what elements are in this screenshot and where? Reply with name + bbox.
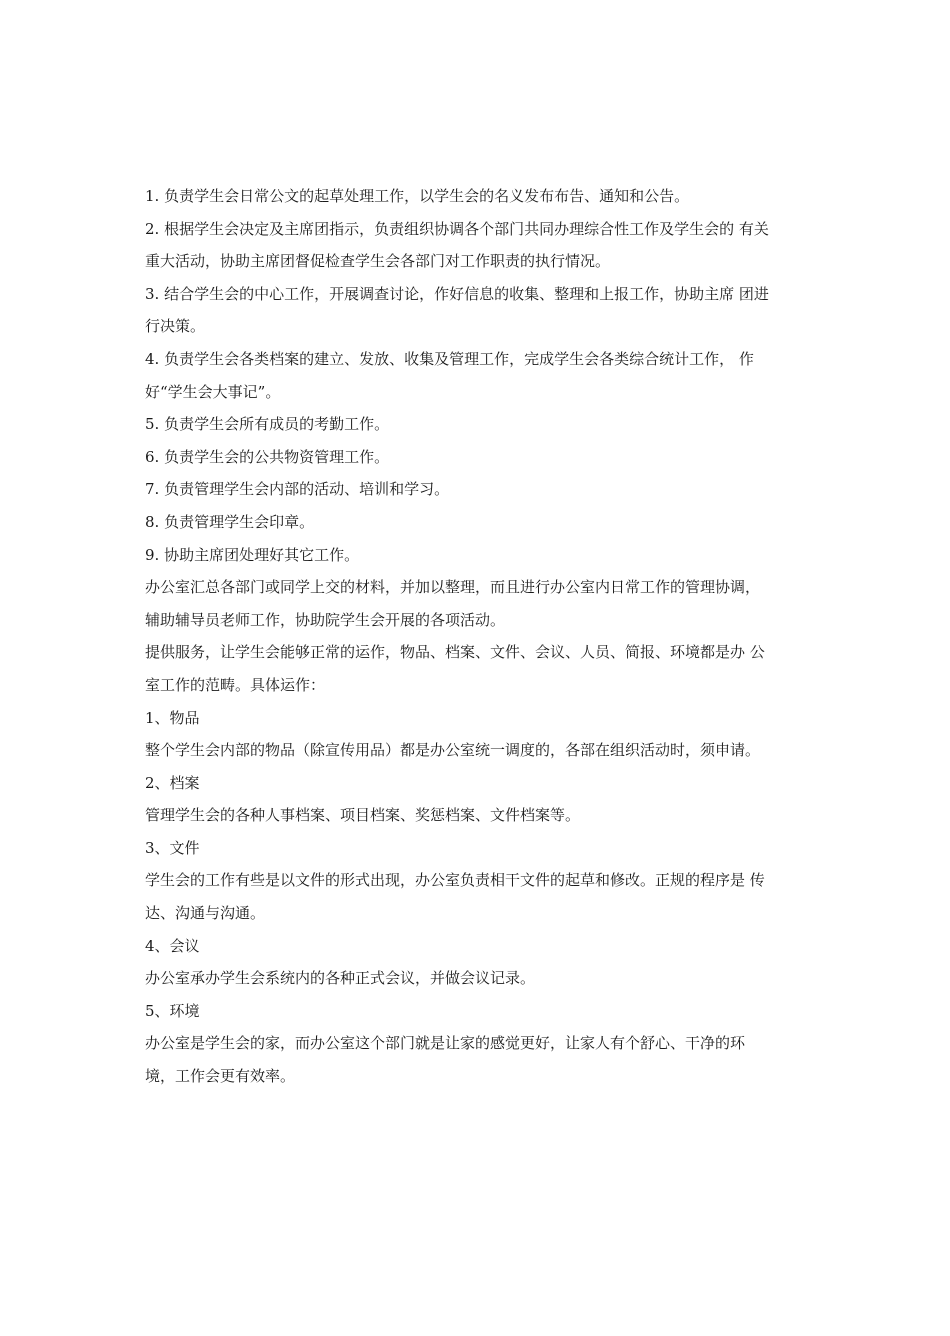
duty-item-2-line-2: 重大活动，协助主席团督促检查学生会各部门对工作职责的执行情况。 <box>145 252 611 271</box>
duty-item-4-line-2: 好“学生会大事记”。 <box>145 382 281 401</box>
duty-item-3-line-1: 3. 结合学生会的中心工作，开展调查讨论，作好信息的收集、整理和上报工作，协助主席 团进 <box>145 284 769 303</box>
paragraph-service-line-1: 提供服务，让学生会能够正常的运作，物品、档案、文件、会议、人员、简报、环境都是办 公 <box>145 643 765 662</box>
duty-item-8: 8. 负责管理学生会印章。 <box>145 512 315 531</box>
section-body-archives: 管理学生会的各种人事档案、项目档案、奖惩档案、文件档案等。 <box>145 806 581 825</box>
duty-item-5: 5. 负责学生会所有成员的考勤工作。 <box>145 415 390 434</box>
section-heading-documents: 3、文件 <box>145 838 200 857</box>
section-heading-items: 1、物品 <box>145 708 200 727</box>
section-body-documents-line-1: 学生会的工作有些是以文件的形式出现，办公室负责相干文件的起草和修改。正规的程序是 传 <box>145 871 765 890</box>
section-heading-archives: 2、档案 <box>145 773 200 792</box>
paragraph-summary-line-2: 辅助辅导员老师工作，协助院学生会开展的各项活动。 <box>145 610 506 629</box>
section-body-items: 整个学生会内部的物品（除宣传用品）都是办公室统一调度的，各部在组织活动时，须申请。 <box>145 741 761 760</box>
section-body-documents-line-2: 达、沟通与沟通。 <box>145 904 266 923</box>
document-body <box>145 180 817 1093</box>
duty-item-3-line-2: 行决策。 <box>145 317 206 336</box>
section-heading-meetings: 4、会议 <box>145 936 200 955</box>
paragraph-summary-line-1: 办公室汇总各部门或同学上交的材料，并加以整理，而且进行办公室内日常工作的管理协调， <box>145 578 761 597</box>
paragraph-service-line-2: 室工作的范畴。具体运作： <box>145 675 326 694</box>
duty-item-7: 7. 负责管理学生会内部的活动、培训和学习。 <box>145 480 450 499</box>
duty-item-2-line-1: 2. 根据学生会决定及主席团指示，负责组织协调各个部门共同办理综合性工作及学生会的 有关 <box>145 219 769 238</box>
duty-item-6: 6. 负责学生会的公共物资管理工作。 <box>145 447 390 466</box>
section-body-environment-line-1: 办公室是学生会的家，而办公室这个部门就是让家的感觉更好，让家人有个舒心、干净的环 <box>145 1034 746 1053</box>
duty-item-9: 9. 协助主席团处理好其它工作。 <box>145 545 360 564</box>
section-body-meetings: 办公室承办学生会系统内的各种正式会议，并做会议记录。 <box>145 969 536 988</box>
duty-item-4-line-1: 4. 负责学生会各类档案的建立、发放、收集及管理工作，完成学生会各类综合统计工作， 作 <box>145 349 754 368</box>
duty-item-1: 1. 负责学生会日常公文的起草处理工作，以学生会的名义发布布告、通知和公告。 <box>145 187 690 205</box>
section-heading-environment: 5、环境 <box>145 1001 200 1020</box>
section-body-environment-line-2: 境，工作会更有效率。 <box>145 1067 296 1086</box>
